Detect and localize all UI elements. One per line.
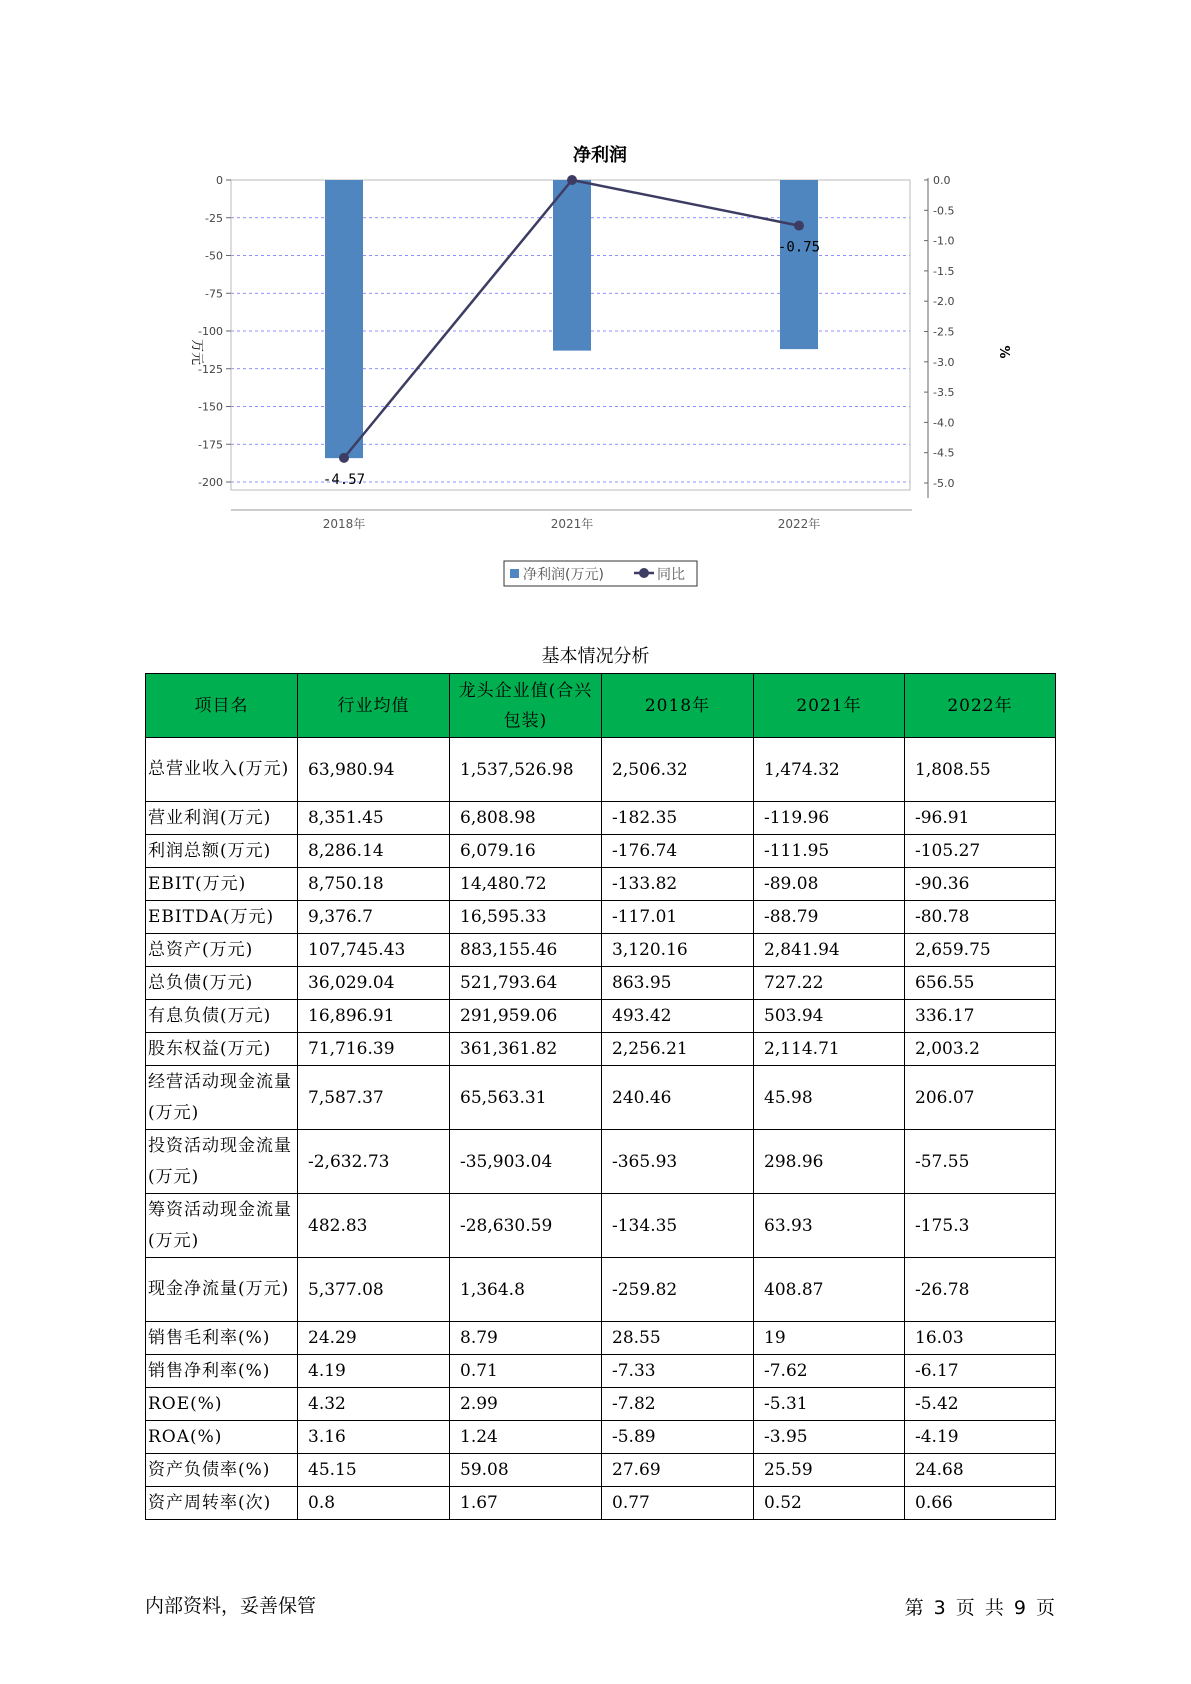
header-2018: 2018年: [602, 674, 754, 738]
table-row: [146, 934, 1056, 967]
value-cell: 2,506.32: [602, 738, 754, 802]
y-tick-label: -125: [198, 362, 223, 376]
bar-2022年: [777, 180, 821, 349]
value-cell: 27.69: [602, 1454, 754, 1487]
value-cell: 1,474.32: [754, 738, 905, 802]
y-axis-label: 万元: [189, 338, 204, 366]
value-cell: -96.91: [905, 802, 1056, 835]
y2-tick-label: -2.5: [933, 325, 955, 339]
value-cell: 16,595.33: [450, 901, 602, 934]
value-cell: 8,286.14: [298, 835, 450, 868]
value-cell: -119.96: [754, 802, 905, 835]
value-cell: 493.42: [602, 1000, 754, 1033]
legend-bar-swatch: [510, 569, 519, 578]
value-cell: -90.36: [905, 868, 1056, 901]
chart-legend: [504, 561, 697, 586]
table-row: [146, 1033, 1056, 1066]
value-cell: -7.33: [602, 1355, 754, 1388]
value-cell: 3,120.16: [602, 934, 754, 967]
value-cell: -28,630.59: [450, 1194, 602, 1258]
yoy-point: [794, 221, 804, 231]
table-title: 基本情况分析: [541, 646, 650, 667]
x-tick-label: 2018年: [322, 517, 366, 531]
yoy-point: [567, 175, 577, 185]
chart-title: 净利润: [573, 145, 627, 166]
row-label-cell: 有息负债(万元): [146, 1000, 298, 1033]
y-tick-label: -100: [198, 325, 223, 338]
table-row: [146, 967, 1056, 1000]
table-row: [146, 901, 1056, 934]
value-cell: -89.08: [754, 868, 905, 901]
value-cell: 2.99: [450, 1388, 602, 1421]
value-cell: 8.79: [450, 1322, 602, 1355]
value-cell: -134.35: [602, 1194, 754, 1258]
value-cell: 2,659.75: [905, 934, 1056, 967]
value-cell: 16,896.91: [298, 1000, 450, 1033]
y2-tick-label: -2.0: [933, 295, 955, 309]
table-row: [146, 1258, 1056, 1322]
value-cell: 240.46: [602, 1066, 754, 1130]
yoy-data-label: -4.57: [322, 471, 366, 488]
value-cell: 71,716.39: [298, 1033, 450, 1066]
row-label-cell: 经营活动现金流量(万元): [146, 1066, 298, 1130]
value-cell: 0.66: [905, 1487, 1056, 1520]
value-cell: 2,114.71: [754, 1033, 905, 1066]
value-cell: 63.93: [754, 1194, 905, 1258]
basic-analysis-table: [145, 673, 1056, 1520]
value-cell: -80.78: [905, 901, 1056, 934]
value-cell: -175.3: [905, 1194, 1056, 1258]
value-cell: 7,587.37: [298, 1066, 450, 1130]
y2-tick-label: -3.0: [933, 355, 955, 369]
value-cell: 24.29: [298, 1322, 450, 1355]
y-tick-label: -175: [198, 438, 223, 452]
y2-tick-label: -3.5: [933, 386, 955, 400]
header-2022: 2022年: [905, 674, 1056, 738]
y2-tick-label: -4.5: [933, 446, 955, 460]
value-cell: 482.83: [298, 1194, 450, 1258]
table-row: [146, 1388, 1056, 1421]
value-cell: -57.55: [905, 1130, 1056, 1194]
y2-tick-label: -1.0: [933, 234, 955, 248]
row-label-cell: EBIT(万元): [146, 868, 298, 901]
value-cell: 863.95: [602, 967, 754, 1000]
table-row: [146, 1421, 1056, 1454]
header-item-name: 项目名: [146, 674, 298, 738]
footer-page-number: 第 3 页 共 9 页: [904, 1597, 1055, 1619]
value-cell: 9,376.7: [298, 901, 450, 934]
y2-tick-label: -1.5: [933, 264, 955, 278]
row-label-cell: 股东权益(万元): [146, 1033, 298, 1066]
value-cell: 6,808.98: [450, 802, 602, 835]
table-row: [146, 1066, 1056, 1130]
y-tick-label: -75: [205, 287, 223, 301]
row-label-cell: 投资活动现金流量(万元): [146, 1130, 298, 1194]
row-label-cell: 利润总额(万元): [146, 835, 298, 868]
header-leader-value: 龙头企业值(合兴包装): [450, 674, 602, 738]
table-row: [146, 1130, 1056, 1194]
x-tick-label: 2022年: [777, 517, 821, 531]
row-label-cell: 总营业收入(万元): [146, 738, 298, 802]
row-label-cell: 总负债(万元): [146, 967, 298, 1000]
value-cell: 8,750.18: [298, 868, 450, 901]
value-cell: 45.15: [298, 1454, 450, 1487]
value-cell: 1.24: [450, 1421, 602, 1454]
value-cell: -182.35: [602, 802, 754, 835]
y-tick-label: -200: [198, 476, 223, 489]
value-cell: 298.96: [754, 1130, 905, 1194]
table-row: [146, 1454, 1056, 1487]
y2-tick-label: -5.0: [933, 477, 955, 490]
value-cell: 16.03: [905, 1322, 1056, 1355]
value-cell: -2,632.73: [298, 1130, 450, 1194]
row-label-cell: ROA(%): [146, 1421, 298, 1454]
value-cell: 4.32: [298, 1388, 450, 1421]
value-cell: -117.01: [602, 901, 754, 934]
value-cell: 2,003.2: [905, 1033, 1056, 1066]
y-tick-label: -150: [198, 400, 223, 414]
value-cell: 4.19: [298, 1355, 450, 1388]
y2-axis-label: %: [996, 345, 1011, 359]
row-label-cell: EBITDA(万元): [146, 901, 298, 934]
value-cell: 36,029.04: [298, 967, 450, 1000]
value-cell: -259.82: [602, 1258, 754, 1322]
row-label-cell: 资产周转率(次): [146, 1487, 298, 1520]
value-cell: 1,537,526.98: [450, 738, 602, 802]
y-tick-label: -50: [205, 249, 223, 263]
value-cell: -26.78: [905, 1258, 1056, 1322]
y-tick-label: 0: [216, 174, 223, 187]
table-row: [146, 738, 1056, 802]
table-row: [146, 1487, 1056, 1520]
value-cell: 0.77: [602, 1487, 754, 1520]
yoy-data-label: -0.75: [777, 239, 821, 256]
value-cell: 8,351.45: [298, 802, 450, 835]
y2-tick-label: 0.0: [933, 174, 951, 187]
value-cell: 45.98: [754, 1066, 905, 1130]
value-cell: 2,256.21: [602, 1033, 754, 1066]
value-cell: 14,480.72: [450, 868, 602, 901]
table-row: [146, 1355, 1056, 1388]
value-cell: -176.74: [602, 835, 754, 868]
value-cell: 408.87: [754, 1258, 905, 1322]
value-cell: -6.17: [905, 1355, 1056, 1388]
value-cell: 1.67: [450, 1487, 602, 1520]
header-2021: 2021年: [754, 674, 905, 738]
table-row: [146, 1322, 1056, 1355]
value-cell: -3.95: [754, 1421, 905, 1454]
value-cell: -105.27: [905, 835, 1056, 868]
value-cell: 656.55: [905, 967, 1056, 1000]
value-cell: 24.68: [905, 1454, 1056, 1487]
value-cell: -35,903.04: [450, 1130, 602, 1194]
value-cell: -5.31: [754, 1388, 905, 1421]
value-cell: -4.19: [905, 1421, 1056, 1454]
table-row: [146, 1194, 1056, 1258]
row-label-cell: 销售毛利率(%): [146, 1322, 298, 1355]
row-label-cell: ROE(%): [146, 1388, 298, 1421]
row-label-cell: 营业利润(万元): [146, 802, 298, 835]
value-cell: 25.59: [754, 1454, 905, 1487]
value-cell: -7.62: [754, 1355, 905, 1388]
value-cell: 1,364.8: [450, 1258, 602, 1322]
table-row: [146, 868, 1056, 901]
value-cell: 65,563.31: [450, 1066, 602, 1130]
value-cell: 291,959.06: [450, 1000, 602, 1033]
value-cell: -365.93: [602, 1130, 754, 1194]
y2-tick-label: -4.0: [933, 416, 955, 430]
table-row: [146, 802, 1056, 835]
footer-confidential-note: 内部资料，妥善保管: [145, 1595, 317, 1617]
bar-2018年: [325, 180, 363, 458]
y2-tick-label: -0.5: [933, 204, 955, 218]
value-cell: 727.22: [754, 967, 905, 1000]
bar-2021年: [553, 180, 591, 351]
value-cell: -133.82: [602, 868, 754, 901]
value-cell: 503.94: [754, 1000, 905, 1033]
value-cell: 521,793.64: [450, 967, 602, 1000]
value-cell: 59.08: [450, 1454, 602, 1487]
value-cell: 336.17: [905, 1000, 1056, 1033]
value-cell: 361,361.82: [450, 1033, 602, 1066]
value-cell: 3.16: [298, 1421, 450, 1454]
value-cell: 206.07: [905, 1066, 1056, 1130]
header-industry-average: 行业均值: [298, 674, 450, 738]
value-cell: 6,079.16: [450, 835, 602, 868]
value-cell: -5.89: [602, 1421, 754, 1454]
table-row: [146, 1000, 1056, 1033]
value-cell: -5.42: [905, 1388, 1056, 1421]
legend-bar-label: 净利润(万元): [523, 567, 604, 583]
value-cell: 0.8: [298, 1487, 450, 1520]
table-header-row: [146, 674, 1056, 738]
value-cell: 28.55: [602, 1322, 754, 1355]
yoy-point: [339, 453, 349, 463]
value-cell: -88.79: [754, 901, 905, 934]
value-cell: -7.82: [602, 1388, 754, 1421]
value-cell: 63,980.94: [298, 738, 450, 802]
legend-line-marker: [639, 568, 649, 578]
y-tick-label: -25: [205, 211, 223, 225]
row-label-cell: 现金净流量(万元): [146, 1258, 298, 1322]
net-profit-chart: [0, 0, 1191, 600]
value-cell: 19: [754, 1322, 905, 1355]
x-tick-label: 2021年: [550, 517, 594, 531]
value-cell: 883,155.46: [450, 934, 602, 967]
value-cell: 107,745.43: [298, 934, 450, 967]
table-row: [146, 835, 1056, 868]
chart-bars: [325, 180, 821, 458]
row-label-cell: 销售净利率(%): [146, 1355, 298, 1388]
legend-line-label: 同比: [657, 567, 685, 583]
row-label-cell: 总资产(万元): [146, 934, 298, 967]
value-cell: 5,377.08: [298, 1258, 450, 1322]
value-cell: 2,841.94: [754, 934, 905, 967]
row-label-cell: 资产负债率(%): [146, 1454, 298, 1487]
value-cell: -111.95: [754, 835, 905, 868]
value-cell: 0.52: [754, 1487, 905, 1520]
value-cell: 0.71: [450, 1355, 602, 1388]
value-cell: 1,808.55: [905, 738, 1056, 802]
row-label-cell: 筹资活动现金流量(万元): [146, 1194, 298, 1258]
